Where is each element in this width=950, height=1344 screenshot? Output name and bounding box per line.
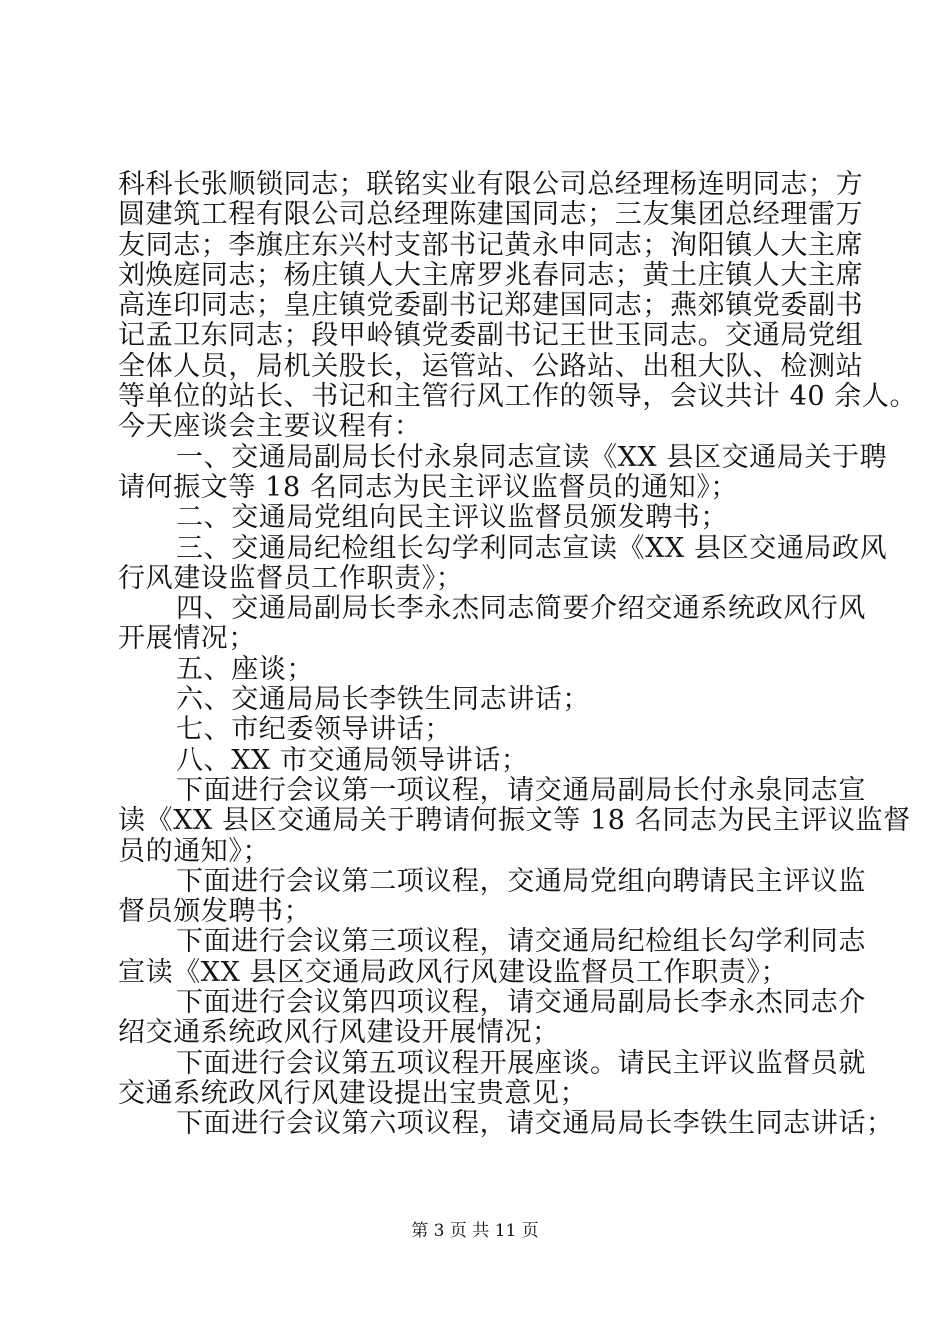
text-line: 今天座谈会主要议程有： [118, 411, 422, 443]
text-line: 圆建筑工程有限公司总经理陈建国同志；三友集团总经理雷万 [118, 199, 864, 231]
text-line: 一、交通局副局长付永泉同志宣读《XX 县区交通局关于聘 [176, 441, 888, 473]
text-line: 开展情况； [118, 623, 256, 655]
text-line: 友同志；李旗庄东兴村支部书记黄永申同志；洵阳镇人大主席 [118, 229, 864, 261]
text-line: 记孟卫东同志；段甲岭镇党委副书记王世玉同志。交通局党组 [118, 320, 864, 352]
text-line: 刘焕庭同志；杨庄镇人大主席罗兆春同志；黄土庄镇人大主席 [118, 259, 864, 291]
text-line: 五、座谈； [176, 653, 314, 685]
page-footer: 第 3 页 共 11 页 [411, 1221, 539, 1241]
text-line: 六、交通局局长李铁生同志讲话； [176, 684, 590, 716]
text-line: 员的通知》； [118, 835, 271, 867]
text-line: 高连印同志；皇庄镇党委副书记郑建国同志；燕郊镇党委副书 [118, 290, 864, 322]
text-line: 下面进行会议第四项议程，请交通局副局长李永杰同志介 [176, 987, 866, 1019]
text-line: 交通系统政风行风建设提出宝贵意见； [118, 1077, 588, 1109]
document-body [118, 169, 918, 1140]
text-line: 下面进行会议第三项议程，请交通局纪检组长勾学利同志 [176, 926, 866, 958]
text-line: 宣读《XX 县区交通局政风行风建设监督员工作职责》； [118, 956, 789, 988]
text-line: 八、XX 市交通局领导讲话； [176, 744, 529, 776]
text-line: 科科长张顺锁同志；联铭实业有限公司总经理杨连明同志；方 [118, 169, 864, 200]
text-line: 四、交通局副局长李永杰同志简要介绍交通系统政风行风 [176, 593, 866, 625]
text-line: 行风建设监督员工作职责》； [118, 562, 464, 594]
text-line: 二、交通局党组向民主评议监督员颁发聘书； [176, 502, 728, 534]
text-line: 下面进行会议第六项议程，请交通局局长李铁生同志讲话； [176, 1108, 894, 1140]
text-line: 请何振文等 18 名同志为民主评议监督员的通知》； [118, 471, 739, 503]
text-line: 下面进行会议第一项议程，请交通局副局长付永泉同志宣 [176, 774, 866, 806]
text-line: 下面进行会议第二项议程，交通局党组向聘请民主评议监 [176, 865, 866, 897]
text-line: 七、市纪委领导讲话； [176, 714, 452, 746]
text-line: 等单位的站长、书记和主管行风工作的领导，会议共计 40 余人。 [118, 381, 918, 413]
text-line: 绍交通系统政风行风建设开展情况； [118, 1017, 560, 1049]
text-line: 读《XX 县区交通局关于聘请何振文等 18 名同志为民主评议监督 [118, 805, 911, 837]
text-line: 下面进行会议第五项议程开展座谈。请民主评议监督员就 [176, 1047, 866, 1079]
text-line: 督员颁发聘书； [118, 896, 312, 928]
text-line: 全体人员，局机关股长，运管站、公路站、出租大队、检测站 [118, 350, 864, 382]
text-line: 三、交通局纪检组长勾学利同志宣读《XX 县区交通局政风 [176, 532, 888, 564]
